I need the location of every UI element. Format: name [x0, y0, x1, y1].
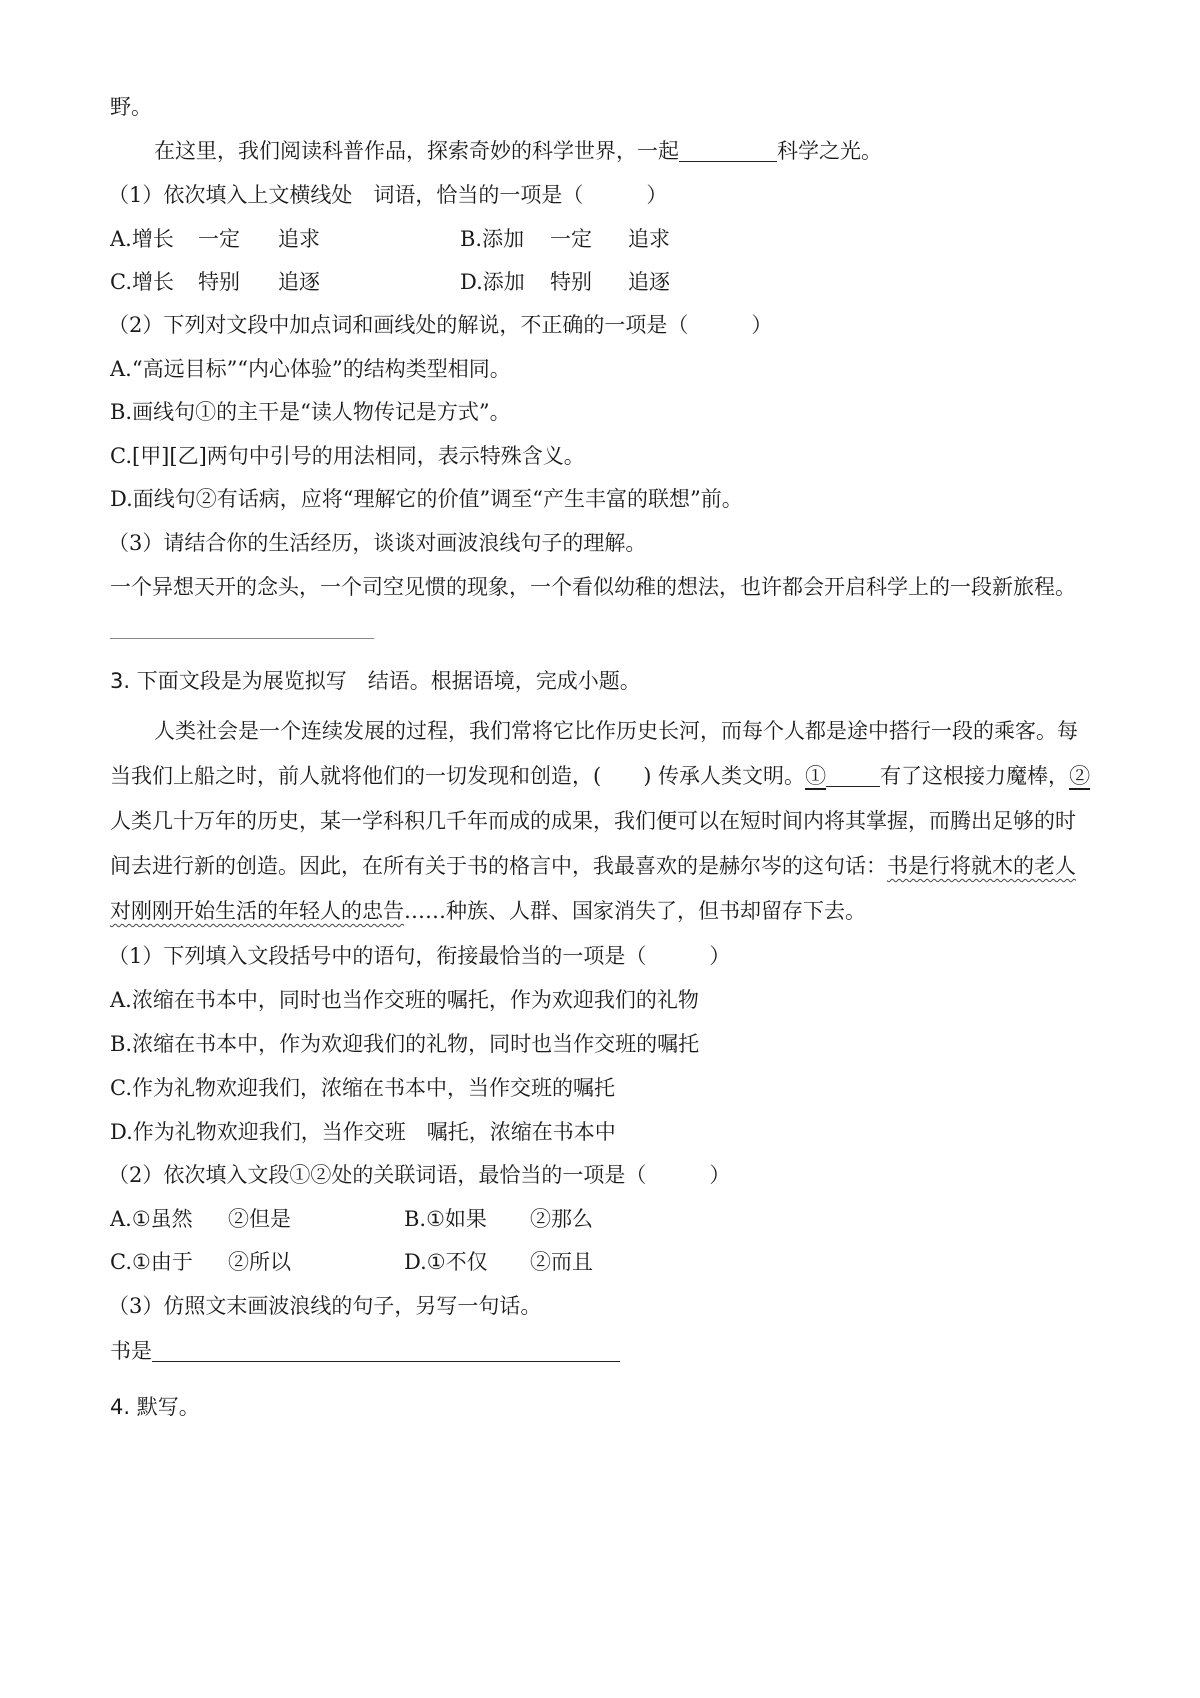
answer-row: [110, 1336, 620, 1366]
option-d-word3: 追逐: [628, 270, 670, 294]
text-run: 在这里，我们阅读科普作品，探索奇妙的科学世界，一起: [154, 139, 679, 163]
option-a: A.“高远目标”“内心体验”的结构类型相同。: [110, 357, 511, 381]
subquestion-stem: （3）仿照文末画波浪线的句子，另写一句话。: [108, 1294, 542, 1318]
option-c: C.作为礼物欢迎我们，浓缩在书本中，当作交班的嘱托: [110, 1076, 615, 1100]
paragraph-line: [110, 761, 1090, 791]
text-run: 科学之光。: [777, 139, 882, 163]
option-b: B.①如果: [404, 1207, 487, 1231]
option-b-word3: 追求: [628, 227, 670, 251]
text-run: 间去进行新的创造。因此，在所有关于书的格言中，我最喜欢的是赫尔岑的这句话：: [110, 854, 887, 878]
question-number: 3.: [110, 669, 131, 693]
paragraph-line: [110, 896, 866, 926]
paragraph-line: [154, 136, 882, 166]
option-c: C.①由于: [110, 1250, 193, 1274]
option-a-word3: 追求: [278, 227, 320, 251]
option-a: A.增长: [110, 227, 174, 251]
subquestion-stem: （2）依次填入文段①②处的关联词语，最恰当的一项是（ ）: [108, 1163, 731, 1187]
option-b: B.画线句①的主干是“读人物传记是方式”。: [110, 400, 511, 424]
wavy-sentence: 对刚刚开始生活的年轻人的忠告: [110, 899, 404, 923]
option-b: B.添加: [460, 227, 525, 251]
option-b-second: ②那么: [530, 1207, 593, 1231]
option-c-word2: 特别: [198, 270, 240, 294]
option-a: A.浓缩在书本中，同时也当作交班的嘱托，作为欢迎我们的礼物: [110, 988, 699, 1012]
option-d: D.添加: [460, 270, 525, 294]
option-b: B.浓缩在书本中，作为欢迎我们的礼物，同时也当作交班的嘱托: [110, 1032, 700, 1056]
option-a-word2: 一定: [198, 227, 240, 251]
option-d: D.作为礼物欢迎我们，当作交班 嘱托，浓缩在书本中: [110, 1120, 616, 1144]
marker-2: ②: [1069, 764, 1091, 788]
option-c: C.[甲][乙]两句中引号的用法相同，表示特殊含义。: [110, 444, 585, 468]
option-c: C.增长: [110, 270, 174, 294]
option-d-second: ②而且: [530, 1250, 593, 1274]
option-c-second: ②所以: [228, 1250, 291, 1274]
answer-blank[interactable]: [152, 1339, 620, 1362]
subquestion-stem: （1）下列填入文段括号中的语句，衔接最恰当的一项是（ ）: [108, 944, 731, 968]
text-run: ……种族、人群、国家消失了，但书却留存下去。: [404, 899, 866, 923]
answer-blank[interactable]: [826, 764, 880, 787]
question-4-heading: [110, 1392, 200, 1422]
subquestion-stem: （3）请结合你的生活经历，谈谈对画波浪线句子的理解。: [108, 531, 647, 555]
text-run: 有了这根接力魔棒，: [880, 764, 1070, 788]
text-run: 当我们上船之时，前人就将他们的一切发现和创造，( ) 传承人类文明。: [110, 764, 806, 788]
option-d: D.①不仅: [404, 1250, 488, 1274]
subquestion-stem: （1）依次填入上文横线处 词语，恰当的一项是（ ）: [108, 183, 668, 207]
question-title: 下面文段是为展览拟写 结语。根据语境，完成小题。: [136, 669, 641, 693]
text-line: 野。: [110, 95, 152, 119]
option-c-word3: 追逐: [278, 270, 320, 294]
answer-blank[interactable]: [679, 139, 777, 162]
option-d: D.面线句②有话病，应将“理解它的价值”调至“产生丰富的联想”前。: [110, 487, 743, 511]
option-a-second: ②但是: [228, 1207, 291, 1231]
paragraph-line: [110, 851, 1076, 881]
answer-line[interactable]: [110, 638, 374, 639]
paragraph-line: 人类社会是一个连续发展的过程，我们常将它比作历史长河，而每个人都是途中搭行一段的乘客。每: [154, 719, 1078, 743]
question-number: 4.: [110, 1395, 131, 1419]
paragraph-line: 人类几十万年的历史，某一学科积几千年而成的成果，我们便可以在短时间内将其掌握，而腾出足够的时: [110, 809, 1076, 833]
subquestion-stem: （2）下列对文段中加点词和画线处的解说，不正确的一项是（ ）: [108, 313, 773, 337]
marker-1: ①: [805, 764, 827, 788]
option-b-word2: 一定: [550, 227, 592, 251]
question-3-heading: [110, 666, 641, 696]
option-d-word2: 特别: [550, 270, 592, 294]
wavy-sentence: 书是行将就木的老人: [887, 854, 1076, 878]
quoted-sentence: 一个异想天开的念头，一个司空见惯的现象，一个看似幼稚的想法，也许都会开启科学上的一段新旅程。: [110, 575, 1076, 599]
question-title: 默写。: [136, 1395, 200, 1419]
answer-prefix: 书是: [110, 1339, 152, 1363]
option-a: A.①虽然: [110, 1207, 193, 1231]
